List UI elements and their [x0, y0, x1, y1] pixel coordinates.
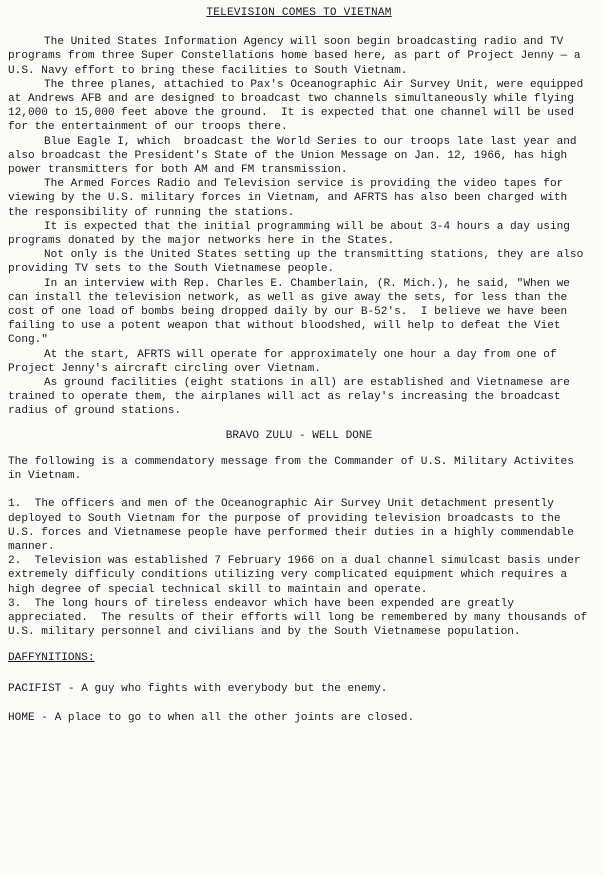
daffynitions-heading: DAFFYNITIONS: [8, 652, 95, 665]
article-paragraph: The three planes, attachied to Pax's Oceanographic Air Survey Unit, were equipped at Andrews AFB and are designed to broadcast two channels simultaneously while flying 12,000 to 15,000 feet above the ground. It is expected that one channel will be used for the entertainment of our troops there. [8, 78, 590, 134]
article-paragraph: The Armed Forces Radio and Television service is providing the video tapes for viewing by the U.S. military forces in Vietnam, and AFRTS has also been charged with the responsibility of running the stations. [8, 178, 574, 219]
item-number: 2. [8, 555, 22, 568]
item-text: The officers and men of the Oceanographic Air Survey Unit detachment presently deployed to South Vietnam for the purpose of providing television broadcasts to the U.S. forces and Vietnamese people have performed their duties in a highly commendable manner. [8, 498, 581, 553]
article-paragraph: In an interview with Rep. Charles E. Chamberlain, (R. Mich.), he said, "When we can install the television network, as well as give away the sets, for less than the cost of one load of bombs being dropped daily by our B-52's. I believe we have been failing to use a potent weapon that without bloodshed, will help to defeat the Viet Cong." [8, 277, 577, 347]
article-paragraph: As ground facilities (eight stations in all) are established and Vietnamese are trained to operate them, the airplanes will act as relay's increasing the broadcast radius of ground stations. [8, 377, 577, 418]
item-number: 3. [8, 597, 22, 610]
commendation-item [8, 554, 590, 597]
article-paragraph: Not only is the United States setting up the transmitting stations, they are also providing TV sets to the South Vietnamese people. [8, 249, 590, 276]
article-paragraph: It is expected that the initial programming will be about 3-4 hours a day using programs donated by the major networks here in the States. [8, 220, 577, 248]
daffynitions-list [8, 682, 590, 725]
commendation-item [8, 597, 594, 640]
item-text: The long hours of tireless endeavor which have been expended are greatly appreciated. The results of their efforts will long be remembered by many thousands of U.S. military personnel and civilians and by the South Vietnamese population. [8, 597, 594, 639]
article-paragraph: At the start, AFRTS will operate for approximately one hour a day from one of Project Jenny's aircraft circling over Vietnam. [8, 348, 564, 375]
commendation-item [8, 497, 590, 554]
article-paragraph: The United States Information Agency will soon begin broadcasting radio and TV programs from three Super Constellations home based here, as part of Project Jenny — a U.S. Navy effort to bring these facilities to South Vietnam. [8, 36, 588, 77]
item-number: 1. [8, 498, 22, 511]
commendation-intro: The following is a commendatory message from the Commander of U.S. Military Activites in Vietnam. [8, 455, 581, 483]
article-paragraph: Blue Eagle I, which broadcast the World Series to our troops late last year and also broadcast the President's State of the Union Message on Jan. 12, 1966, has high power transmitters for both AM and FM transmission. [8, 135, 584, 177]
article-title: TELEVISION COMES TO VIETNAM [206, 7, 392, 19]
article-body [8, 35, 590, 418]
daffynition-item: PACIFIST - A guy who fights with everybody but the enemy. [8, 682, 388, 695]
bravo-zulu-heading: BRAVO ZULU - WELL DONE [225, 429, 373, 442]
daffynition-item: HOME - A place to go to when all the other joints are closed. [8, 711, 415, 724]
item-text: Television was established 7 February 1966 on a dual channel simulcast basis under extremely difficuly conditions utilizing very complicated equipment which requires a high degree of special technical skill to maintain and operate. [8, 555, 588, 596]
commendation-list [8, 497, 594, 639]
